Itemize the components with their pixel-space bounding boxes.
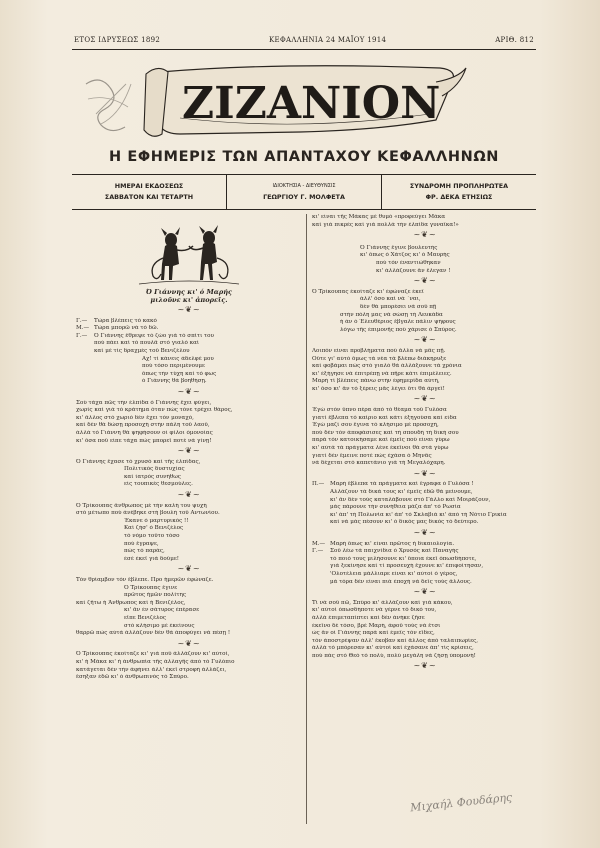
text-line: Έκανε ό μαρτυρικός !! bbox=[124, 517, 189, 524]
ornament: ~❦~ bbox=[177, 305, 201, 314]
text-line: πρῶτος ἡμῶν πολίτης bbox=[124, 592, 186, 599]
dialogue-line bbox=[312, 548, 538, 556]
right-intro bbox=[312, 214, 538, 229]
dialogue-text: πού τόσο περιμένουμε bbox=[142, 363, 205, 370]
text-line: καί γιά πικρές καί γιά πολλά τήν ἐλπίδα γυναῖκα!» bbox=[312, 221, 459, 228]
ornament: ~❦~ bbox=[413, 230, 437, 240]
text-line: κι' αὐτά τά πράγματα λένε ἐκεῖνοι θά στά γύρω bbox=[312, 445, 449, 452]
publication-days-label: ΗΜΕΡΑΙ ΕΚΔΟΣΕΩΣ bbox=[114, 182, 184, 190]
ornament: ~❦~ bbox=[413, 468, 437, 478]
dialogue-text: Αχ! τί κάνεις ἀδελφέ μου bbox=[142, 355, 214, 362]
subscription bbox=[382, 175, 536, 209]
left-paragraph-3 bbox=[76, 577, 302, 638]
ownership-name: ΓΕΩΡΓΙΟΥ Γ. ΜΟΛΦΕΤΑ bbox=[263, 193, 345, 201]
text-line: Τί νά σοῦ πῶ, Σπύρο κι' ἀλλάζουν καί γιά κάκου, bbox=[312, 599, 453, 606]
right-dialogue-1 bbox=[312, 481, 538, 527]
text-line: ἡ ἀν ό Έλευθέριος ἔβγαλε πάλιν ψήφους bbox=[340, 319, 456, 326]
dialogue-text: Αλλάζουν τά δικά τους κι' ἐμεῖς ἐδῶ θά μείνουμε, bbox=[330, 489, 473, 495]
ornament: ~❦~ bbox=[413, 335, 437, 345]
publication-days-value: ΣΑΒΒΑΤΟΝ ΚΑΙ ΤΕΤΑΡΤΗ bbox=[104, 193, 194, 201]
text-line: ἐσὲ ἐκεῖ γιά δοῦμε! bbox=[124, 555, 179, 562]
left-dialogue bbox=[76, 318, 302, 386]
speaker bbox=[76, 340, 94, 348]
right-poem-2 bbox=[312, 289, 538, 335]
text-line: θαρρῶ πώς αὐτά ἀλλάζουν δέν θά ἀποφύγει νά πέσῃ ! bbox=[76, 630, 231, 637]
issue-number: ΑΡΙΘ. 812 bbox=[495, 36, 534, 44]
text-line: κι' αὐτοί ὀπωσδήποτε νά γέρνε τό δικό του, bbox=[312, 607, 437, 614]
text-line: δέν θά μπορέσει νά σοῦ πῇ bbox=[360, 303, 437, 310]
left-column bbox=[76, 214, 302, 682]
speaker bbox=[312, 579, 330, 587]
text-line: κι' ὅσα ποῦ εἶπε τάχα πώς μπορεῖ ποτέ νά γίνῃ! bbox=[76, 437, 212, 444]
ornament: ~❦~ bbox=[413, 661, 437, 671]
left-paragraph-4 bbox=[76, 651, 302, 681]
dialogue-text: πού πάει καί τό πουλᾶ στό γιαλό καί bbox=[94, 340, 200, 347]
masthead-subtitle: Η ΕΦΗΜΕΡΙΣ ΤΩΝ ΑΠΑΝΤΑΧΟΥ ΚΕΦΑΛΛΗΝΩΝ bbox=[108, 149, 499, 165]
dialogue-text: μά τόρα δέν εἶναι πιά ἐποχή νά δεῖς τούς ἄλλους. bbox=[330, 578, 472, 585]
ornament: ~❦~ bbox=[177, 386, 201, 396]
top-info-line bbox=[74, 36, 534, 44]
dialogue-text: Σοῦ λέω τά παιχνίδια ό Χρυσός καί Παναγής bbox=[330, 548, 459, 555]
speaker bbox=[312, 512, 330, 520]
text-line: κι' ἐξήγησε νά ἐπιτρέπῃ νά πῆρε κάτι ἐπιμέλειες. bbox=[312, 370, 452, 377]
text-line: ἀλλά ἐπιμεταπίπτει καί δέν ἀνήκε ζῆσε bbox=[312, 614, 425, 621]
text-line: Πολιτικός δυστυχίας bbox=[124, 466, 185, 473]
dialogue-line bbox=[76, 363, 302, 371]
dialogue-line bbox=[312, 519, 538, 527]
dialogue-line bbox=[312, 563, 538, 571]
handwritten-signature: Μιχαήλ Φουδάρης bbox=[409, 790, 513, 815]
text-line: Ό Τρίκουπας ἄνθρωπος μέ τήν καλή του ψυχή bbox=[76, 502, 207, 509]
text-line: στήν πόλη μας νά σώσῃ τή Λευκάδα bbox=[340, 311, 443, 318]
dialogue-line bbox=[312, 512, 538, 520]
speaker bbox=[312, 504, 330, 512]
dialogue-text: Τώρα μπορῶ νά τό δῶ. bbox=[94, 325, 159, 332]
left-paragraph-2 bbox=[76, 503, 302, 564]
speaker bbox=[312, 489, 330, 497]
text-line: κι' ἡ Μάκα κι' ἡ ἀνθρωπία τῆς ἀλλαγῆς ἀπό τό Γυλόπιο bbox=[76, 658, 235, 665]
text-line: λόγω τῆς ἐπιμονῆς πού χάρισε ό Σπύρος. bbox=[340, 326, 457, 333]
dialogue-line bbox=[76, 340, 302, 348]
text-line: Ό Τρίκουπας ἐκοίταζε κι' ἐφώναζε ἐκεῖ bbox=[312, 288, 424, 295]
text-line: ὡς ἄν οἱ Γιάννης παρά καί ἐμεῖς τόν εἴδες, bbox=[312, 630, 435, 637]
text-line: πώς τό παράς, bbox=[124, 548, 165, 555]
ownership-label: ΙΔΙΟΚΤΗΣΙΑ - ΔΙΕΥΘΥΝΣΙΣ bbox=[272, 183, 336, 189]
text-line: Καί ζήσ' ό Βενιζέλος bbox=[124, 525, 184, 532]
ownership bbox=[226, 175, 382, 209]
text-line: γιατί ἔβλεπα τό καίριο καί κάτι ἐξηγούσα καί εἶδα bbox=[312, 414, 457, 421]
text-line: κατάγεται δέν τήν ἀφήνει ἀλλ' ἐκεῖ στροφή ἀλλάζει, bbox=[76, 666, 227, 673]
speaker bbox=[124, 356, 142, 364]
speaker: Γ.— bbox=[76, 317, 88, 324]
ornament: ~❦~ bbox=[413, 276, 437, 286]
dialogue-text: τό ποιό τους μιλήσουνε κι' ὅποια ἐκεῖ ὁπωσδήποτε, bbox=[330, 555, 477, 562]
place-date: ΚΕΦΑΛΛΗΝΙΑ 24 ΜΑΪΟΥ 1914 bbox=[269, 36, 387, 44]
text-line: νά δέχεται στό καπετάνιο γιά τή Μεγαλόχαρη. bbox=[312, 460, 446, 467]
text-line: ἀλλ' ὅσο καί νά ᾽ναι, bbox=[360, 296, 421, 303]
ornament: ~❦~ bbox=[177, 446, 201, 456]
ornament: ~❦~ bbox=[177, 564, 201, 574]
text-line: στό μέτωπο πού ἀνέβηκε στή βουλή τοῦ Αντωνίου. bbox=[76, 510, 220, 517]
info-bar bbox=[72, 174, 536, 210]
dialogue-line bbox=[76, 356, 302, 364]
text-line: Οὔτε γι' αὐτό ὅμως τά νέα τά βλέπω διάκηρυξε bbox=[312, 355, 447, 362]
founding-year: ΕΤΟΣ ΙΔΡΥΣΕΩΣ 1892 bbox=[74, 36, 161, 44]
text-line: Έγώ μαζί σου ἔγινα τό κλήσιμο μέ προσοχή, bbox=[312, 422, 439, 429]
speaker: Π.— bbox=[312, 481, 325, 488]
speaker bbox=[312, 497, 330, 505]
speaker bbox=[312, 563, 330, 571]
dialogue-line bbox=[312, 489, 538, 497]
subscription-price: ΦΡ. ΔΕΚΑ ΕΤΗΣΙΩΣ bbox=[425, 193, 493, 201]
speaker bbox=[312, 519, 330, 527]
text-line: τό νόμο τοῦτο τόσο bbox=[124, 533, 180, 540]
illustration-caption bbox=[76, 288, 302, 304]
text-line: κι' ἀλλάζουνε ἄν ἔλεγαν ! bbox=[376, 267, 451, 274]
text-line: Έγώ στόν ὕπνο πέρα ἀπό τό θέαμα τοῦ Γυλόσα bbox=[312, 407, 447, 414]
text-line: κι' ὅπως ό Χάτζος κι' ό Μαυρής bbox=[360, 252, 450, 259]
ornament: ~❦~ bbox=[413, 527, 437, 537]
left-paragraph-1 bbox=[76, 400, 302, 446]
dialogue-text: γιά ξεκίνησε καί τί προσευχή ἔχουνε κι' ἐπιφοίτησαν, bbox=[330, 563, 484, 570]
dialogue-text: καί μέ τίς δραχμές τοῦ Βενιζέλου bbox=[94, 347, 190, 354]
caption-line-2: μιλοῦνε κι' ἀπορεῖς. bbox=[150, 296, 228, 304]
dialogue-line bbox=[312, 556, 538, 564]
dialogue-text: ὅπως τήν τύχη καί τό φως bbox=[142, 370, 217, 377]
left-poem-1 bbox=[76, 459, 302, 489]
ornament: ~❦~ bbox=[413, 587, 437, 597]
text-line: Μαρή τί βλέπεις πάνω στήν ἐφημερίδα αὐτή, bbox=[312, 378, 440, 385]
dialogue-line bbox=[76, 333, 302, 341]
publication-days bbox=[72, 175, 226, 209]
speaker bbox=[124, 378, 142, 386]
text-line: γιατί δέν ἔμεινε ποτέ πώς ἐχάσα ό Μηνᾶς bbox=[312, 452, 432, 459]
dialogue-text: καί νά μάς πέσουν κι' ό δικός μας δικός τό δεύτερο. bbox=[330, 519, 479, 526]
dialogue-text: κι' ἄν δέν τούς καταλάβουνε στό Γάλλο καί Μοιράζουν, bbox=[330, 496, 491, 503]
dialogue-text: 'Ολοτέλεια μάλλιαρε εἶναι κι' αὐτοί ό γέρος, bbox=[330, 570, 458, 577]
right-column bbox=[312, 214, 538, 674]
dialogue-line bbox=[312, 497, 538, 505]
handwritten-scribble bbox=[76, 64, 146, 144]
text-line: Ό Τρίκουπας ἐκοίταζε κι' γιά ποῦ ἀλλάζουν κι' αὐτοί, bbox=[76, 651, 230, 658]
dialogue-line bbox=[312, 571, 538, 579]
text-line: πού ἔγραψε, bbox=[124, 540, 159, 547]
dialogue-line bbox=[312, 504, 538, 512]
text-line: Σού τάχα πῶς τήν ἐλπίδα ό Γιάννης ἔχει φύγει, bbox=[76, 399, 212, 406]
text-line: ἐκεῖνο δέ τόσο, βρέ Μαρή, ἀφοῦ τούς νά ἔτσι bbox=[312, 622, 441, 629]
text-line: Ό Τρίκουπας ἔγινε bbox=[124, 584, 178, 591]
text-line: παρά τόν κατοικήσαμε καί ἐμεῖς πού εἶναι γύρω bbox=[312, 437, 450, 444]
text-line: Τόν θρίαμβον τόν ἔβλεπε. Προ ἡμερῶν ἐφώναζε. bbox=[76, 577, 214, 583]
dialogue-line bbox=[76, 318, 302, 326]
speaker: Μ.— bbox=[312, 540, 326, 547]
speaker bbox=[124, 363, 142, 371]
two-devils-illustration bbox=[119, 218, 259, 288]
text-line: χωρίς καί γιά τό κράτημα όταν πώς τόνε τρέχει θάρος, bbox=[76, 407, 233, 414]
speaker bbox=[312, 571, 330, 579]
dialogue-text: κι' ἀπ' τή Πολωνία κι' ἀπ' τό Σκλαβιά κι' ἀπό τή Νότιο Γρικία bbox=[330, 511, 507, 518]
ornament: ~❦~ bbox=[177, 638, 201, 648]
right-poem-1 bbox=[312, 245, 538, 275]
dialogue-text: ό Γιάννης θά βοηθήσῃ. bbox=[142, 378, 207, 385]
subscription-label: ΣΥΝΔΡΟΜΗ ΠΡΟΠΛΗΡΩΤΕΑ bbox=[409, 182, 509, 190]
dialogue-line bbox=[312, 541, 538, 549]
text-line: ἀλλά τό Γιάννη θά ψηφήσουν οἱ φίλοι ὁμονοίας bbox=[76, 429, 213, 436]
text-line: κι' ἄν ἐν σάτυρος ἐπέρασε bbox=[124, 607, 200, 614]
dialogue-line bbox=[76, 371, 302, 379]
right-dialogue-2 bbox=[312, 541, 538, 587]
text-line: τόν ἀποστρέψαν ἀλλ' ἔκοβαν καί ἄλλος ἀπό ταλαιπωρίες, bbox=[312, 637, 479, 644]
speaker: Μ.— bbox=[76, 325, 90, 332]
dialogue-text: μάς πάρουνε τήν συνήθεια μάζα ἀπ' τό Ρωσία bbox=[330, 504, 461, 511]
text-line: πού τόν ἐναντιώθηκαν bbox=[376, 259, 441, 266]
speaker: Γ.— bbox=[76, 332, 88, 339]
text-line: καί ἰατρός συνήθως bbox=[124, 473, 181, 480]
text-line: κι' ἄλλος στό χωριό δέν ἔχει τόν μοναχό, bbox=[76, 414, 194, 421]
text-line: πού πάς στό Θεό τό πολύ, πολύ μεγάλη νά ζήσῃ ὑπομονή! bbox=[312, 652, 476, 659]
dialogue-line bbox=[312, 579, 538, 587]
dialogue-line bbox=[76, 348, 302, 356]
masthead-title: ΖΙΖΑΝΙΟΝ bbox=[182, 78, 441, 129]
masthead-logo bbox=[140, 60, 470, 142]
dialogue-text: Μαρή ὅπως κι' εἶναι πρῶτος ἡ δικαιολογία. bbox=[330, 540, 455, 547]
dialogue-line bbox=[76, 325, 302, 333]
right-paragraph-1 bbox=[312, 348, 538, 394]
right-paragraph-2 bbox=[312, 407, 538, 468]
dialogue-text: Μαρή ἔβλεπα τά πράγματα καί ἔγραφα ό Γυλόσα ! bbox=[330, 481, 474, 488]
text-line: ἀλλά τό μπόρεσαν κι' αὐτοί καί ἐχάσανε ἀπ' τίς κρίσεις, bbox=[312, 645, 474, 652]
ornament: ~❦~ bbox=[413, 394, 437, 404]
speaker bbox=[312, 556, 330, 564]
text-line: Ό Γιάννης ἔχασε τό χρυσό καί τῆς ἐλπίδας, bbox=[76, 458, 201, 465]
text-line: στό κλήσιμο μέ ἐκείνους bbox=[124, 622, 195, 629]
dialogue-line bbox=[312, 481, 538, 489]
speaker: Γ.— bbox=[312, 548, 324, 555]
ornament: ~❦~ bbox=[177, 490, 201, 500]
speaker bbox=[76, 348, 94, 356]
dialogue-text: Ό Γιάννης ἔθρεψε τό ζώο γιά τό σπίτι του bbox=[94, 332, 214, 339]
text-line: κι' εἶναι τῆς Μάκας μέ θυμό «προφεύγει Μάκα bbox=[312, 214, 446, 220]
top-rule bbox=[72, 49, 536, 50]
right-paragraph-3 bbox=[312, 600, 538, 661]
text-line: εἴπε Βενιζέλος bbox=[124, 614, 167, 621]
dialogue-text: Τώρα βλέπεις τό κακό bbox=[94, 317, 157, 324]
text-line: πού δέν τόν ἀποφάσισες καί τή σπουδή τή δική σου bbox=[312, 429, 459, 436]
column-divider bbox=[306, 214, 307, 824]
text-line: καί ζῆτω ἡ Άνθρωπος καί ἡ Βενιζέλος, bbox=[76, 599, 186, 606]
text-line: κι' ὅσο κι' ἄν τό ξέρεις μᾶς λέγει ὅτι θά ἀργεῖ! bbox=[312, 385, 445, 392]
dialogue-line bbox=[76, 378, 302, 386]
text-line: Ό Γιάννης ἔγινε βουλευτής bbox=[360, 244, 438, 251]
text-line: εἰς τουπικές θεσμούλες. bbox=[124, 481, 193, 488]
speaker bbox=[124, 371, 142, 379]
caption-line-1: Ό Γιάννης κι' ό Μαρής bbox=[145, 288, 233, 296]
text-line: καί φοβάμαι πώς στό γιαλό θά ἀλλάξουνε τά χρόνια bbox=[312, 363, 462, 370]
text-line: Λοιπόν εἶναι προβλήματα πού ἄλλα νά μᾶς πῇ. bbox=[312, 347, 446, 354]
text-line: ἔσηξαν ἐδῶ κι' ό ἀνθρωπινός τό Σπύρο. bbox=[76, 674, 189, 681]
text-line: καί δέν θά δώσῃ προσοχή στήν πάλη τοῦ λαοῦ, bbox=[76, 422, 210, 429]
